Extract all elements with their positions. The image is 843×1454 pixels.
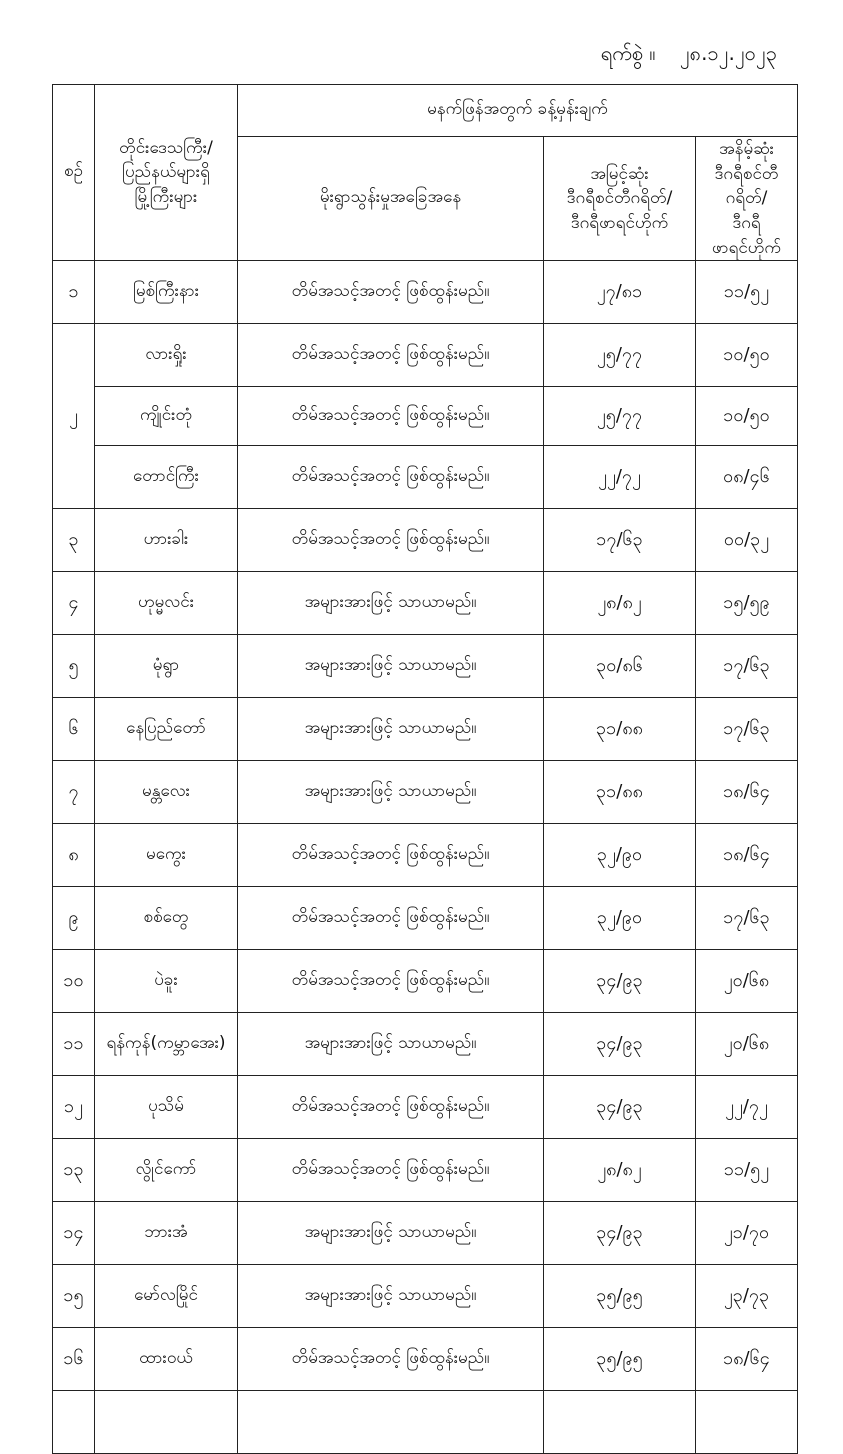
table-row bbox=[53, 572, 798, 635]
row-min: ၀၀/၃၂ bbox=[696, 509, 798, 572]
row-min: ၂၀/၆၈ bbox=[696, 950, 798, 1013]
row-min: ၁၀/၅၀ bbox=[696, 387, 798, 446]
row-city: ပုသိမ် bbox=[95, 1076, 238, 1139]
header-city-line: တိုင်းဒေသကြီး/ bbox=[119, 137, 213, 158]
table-row bbox=[53, 1013, 798, 1076]
row-no: ၃ bbox=[53, 509, 95, 572]
row-max: ၃၂/၉၀ bbox=[544, 887, 696, 950]
row-min: ၁၇/၆၃ bbox=[696, 887, 798, 950]
row-condition: တိမ်အသင့်အတင့် ဖြစ်ထွန်းမည်။ bbox=[238, 1076, 544, 1139]
row-no: ၁၄ bbox=[53, 1202, 95, 1265]
row-no: ၁၆ bbox=[53, 1328, 95, 1391]
date-label: ရက်စွဲ ။ bbox=[600, 41, 656, 65]
row-city: လွိုင်ကော် bbox=[95, 1139, 238, 1202]
row-city: တောင်ကြီး bbox=[95, 446, 238, 509]
row-city: မုံရွာ bbox=[95, 635, 238, 698]
row-condition: အများအားဖြင့် သာယာမည်။ bbox=[238, 1202, 544, 1265]
row-condition: တိမ်အသင့်အတင့် ဖြစ်ထွန်းမည်။ bbox=[238, 1139, 544, 1202]
row-city: ဟုမ္မလင်း bbox=[95, 572, 238, 635]
row-no bbox=[53, 1391, 95, 1454]
row-no: ၅ bbox=[53, 635, 95, 698]
row-city: မန္တလေး bbox=[95, 761, 238, 824]
row-city: မော်လမြိုင် bbox=[95, 1265, 238, 1328]
row-min: ၁၇/၆၃ bbox=[696, 698, 798, 761]
row-condition: တိမ်အသင့်အတင့် ဖြစ်ထွန်းမည်။ bbox=[238, 950, 544, 1013]
row-no: ၄ bbox=[53, 572, 95, 635]
row-condition: အများအားဖြင့် သာယာမည်။ bbox=[238, 1265, 544, 1328]
row-no: ၈ bbox=[53, 824, 95, 887]
table-row bbox=[53, 509, 798, 572]
row-city: ရန်ကုန်(ကမ္ဘာအေး) bbox=[95, 1013, 238, 1076]
row-max bbox=[544, 1391, 696, 1454]
row-max: ၃၁/၈၈ bbox=[544, 761, 696, 824]
row-condition: တိမ်အသင့်အတင့် ဖြစ်ထွန်းမည်။ bbox=[238, 887, 544, 950]
row-condition: တိမ်အသင့်အတင့် ဖြစ်ထွန်းမည်။ bbox=[238, 824, 544, 887]
row-no: ၆ bbox=[53, 698, 95, 761]
row-no: ၇ bbox=[53, 761, 95, 824]
row-city: ဟားခါး bbox=[95, 509, 238, 572]
row-max: ၃၀/၈၆ bbox=[544, 635, 696, 698]
header-city-line: မြို့ကြီးများ bbox=[134, 186, 198, 207]
table-row bbox=[53, 1328, 798, 1391]
table-row bbox=[53, 698, 798, 761]
date-line bbox=[595, 40, 777, 70]
row-max: ၁၇/၆၃ bbox=[544, 509, 696, 572]
header-condition: မိုးရွာသွန်းမှုအခြေအနေ bbox=[238, 137, 544, 261]
header-forecast-group: မနက်ဖြန်အတွက် ခန့်မှန်းချက် bbox=[238, 85, 798, 137]
row-city: ထားဝယ် bbox=[95, 1328, 238, 1391]
row-no: ၁၂ bbox=[53, 1076, 95, 1139]
row-min: ၂၁/၇၀ bbox=[696, 1202, 798, 1265]
table-row bbox=[53, 1076, 798, 1139]
row-min: ၁၇/၆၃ bbox=[696, 635, 798, 698]
row-condition: တိမ်အသင့်အတင့် ဖြစ်ထွန်းမည်။ bbox=[238, 446, 544, 509]
row-city: ကျိုင်းတုံ bbox=[95, 387, 238, 446]
forecast-table bbox=[52, 84, 798, 1454]
row-condition: အများအားဖြင့် သာယာမည်။ bbox=[238, 1013, 544, 1076]
row-max: ၂၈/၈၂ bbox=[544, 572, 696, 635]
row-condition: တိမ်အသင့်အတင့် ဖြစ်ထွန်းမည်။ bbox=[238, 509, 544, 572]
table-row bbox=[53, 635, 798, 698]
table-row bbox=[53, 887, 798, 950]
row-city: စစ်တွေ bbox=[95, 887, 238, 950]
table-row bbox=[53, 387, 798, 446]
row-no: ၁၀ bbox=[53, 950, 95, 1013]
row-city: မြစ်ကြီးနား bbox=[95, 261, 238, 324]
row-city bbox=[95, 1391, 238, 1454]
row-condition: အများအားဖြင့် သာယာမည်။ bbox=[238, 635, 544, 698]
row-condition bbox=[238, 1391, 544, 1454]
row-city: နေပြည်တော် bbox=[95, 698, 238, 761]
row-max: ၃၄/၉၃ bbox=[544, 1202, 696, 1265]
header-max-temp bbox=[544, 137, 696, 261]
row-min bbox=[696, 1391, 798, 1454]
row-max: ၂၅/၇၇ bbox=[544, 387, 696, 446]
row-city: လားရှိုး bbox=[95, 324, 238, 387]
row-condition: တိမ်အသင့်အတင့် ဖြစ်ထွန်းမည်။ bbox=[238, 261, 544, 324]
row-max: ၃၄/၉၃ bbox=[544, 1013, 696, 1076]
header-min-line: အနိမ့်ဆုံး bbox=[719, 139, 774, 159]
table-row bbox=[53, 1265, 798, 1328]
header-min-line: ဒီဂရီဖာရင်ဟိုက် bbox=[711, 212, 782, 258]
row-max: ၃၅/၉၅ bbox=[544, 1328, 696, 1391]
table-row bbox=[53, 824, 798, 887]
table-row bbox=[53, 950, 798, 1013]
table-row bbox=[53, 261, 798, 324]
table-row bbox=[53, 324, 798, 387]
row-min: ၁၈/၆၄ bbox=[696, 761, 798, 824]
table-row bbox=[53, 446, 798, 509]
table-row bbox=[53, 1139, 798, 1202]
header-serial-no: စဉ် bbox=[53, 85, 95, 261]
header-city bbox=[95, 85, 238, 261]
header-max-line: ဒီဂရီစင်တီဂရိတ်/ bbox=[566, 188, 673, 209]
row-condition: တိမ်အသင့်အတင့် ဖြစ်ထွန်းမည်။ bbox=[238, 387, 544, 446]
row-city: ဘားအံ bbox=[95, 1202, 238, 1265]
row-condition: တိမ်အသင့်အတင့် ဖြစ်ထွန်းမည်။ bbox=[238, 1328, 544, 1391]
row-max: ၂၈/၈၂ bbox=[544, 1139, 696, 1202]
row-no: ၂ bbox=[53, 324, 95, 509]
header-max-line: ဒီဂရီဖာရင်ဟိုက် bbox=[570, 212, 669, 233]
row-max: ၂၂/၇၂ bbox=[544, 446, 696, 509]
table-row bbox=[53, 761, 798, 824]
header-max-line: အမြင့်ဆုံး bbox=[590, 163, 649, 184]
row-min: ၁၈/၆၄ bbox=[696, 1328, 798, 1391]
row-city: မကွေး bbox=[95, 824, 238, 887]
row-no: ၁၃ bbox=[53, 1139, 95, 1202]
header-min-line: ဒီဂရီစင်တီဂရိတ်/ bbox=[714, 163, 779, 209]
row-no: ၁ bbox=[53, 261, 95, 324]
row-min: ၂၀/၆၈ bbox=[696, 1013, 798, 1076]
row-no: ၁၁ bbox=[53, 1013, 95, 1076]
row-max: ၃၁/၈၈ bbox=[544, 698, 696, 761]
row-min: ၀၈/၄၆ bbox=[696, 446, 798, 509]
header-city-line: ပြည်နယ်များရှိ bbox=[122, 162, 210, 183]
row-min: ၁၀/၅၀ bbox=[696, 324, 798, 387]
row-max: ၂၇/၈၁ bbox=[544, 261, 696, 324]
row-condition: အများအားဖြင့် သာယာမည်။ bbox=[238, 761, 544, 824]
row-min: ၁၁/၅၂ bbox=[696, 1139, 798, 1202]
row-no: ၁၅ bbox=[53, 1265, 95, 1328]
row-max: ၃၂/၉၀ bbox=[544, 824, 696, 887]
row-min: ၂၂/၇၂ bbox=[696, 1076, 798, 1139]
row-max: ၃၄/၉၃ bbox=[544, 950, 696, 1013]
row-city: ပဲခူး bbox=[95, 950, 238, 1013]
row-no: ၉ bbox=[53, 887, 95, 950]
row-min: ၂၃/၇၃ bbox=[696, 1265, 798, 1328]
row-condition: အများအားဖြင့် သာယာမည်။ bbox=[238, 698, 544, 761]
row-condition: အများအားဖြင့် သာယာမည်။ bbox=[238, 572, 544, 635]
header-min-temp bbox=[696, 137, 798, 261]
row-condition: တိမ်အသင့်အတင့် ဖြစ်ထွန်းမည်။ bbox=[238, 324, 544, 387]
table-row bbox=[53, 1202, 798, 1265]
row-max: ၂၅/၇၇ bbox=[544, 324, 696, 387]
row-min: ၁၈/၆၄ bbox=[696, 824, 798, 887]
row-max: ၃၅/၉၅ bbox=[544, 1265, 696, 1328]
row-max: ၃၄/၉၃ bbox=[544, 1076, 696, 1139]
row-min: ၁၅/၅၉ bbox=[696, 572, 798, 635]
date-value: ၂၈.၁၂.၂၀၂၃ bbox=[679, 41, 777, 65]
row-min: ၁၁/၅၂ bbox=[696, 261, 798, 324]
table-row bbox=[53, 1391, 798, 1454]
